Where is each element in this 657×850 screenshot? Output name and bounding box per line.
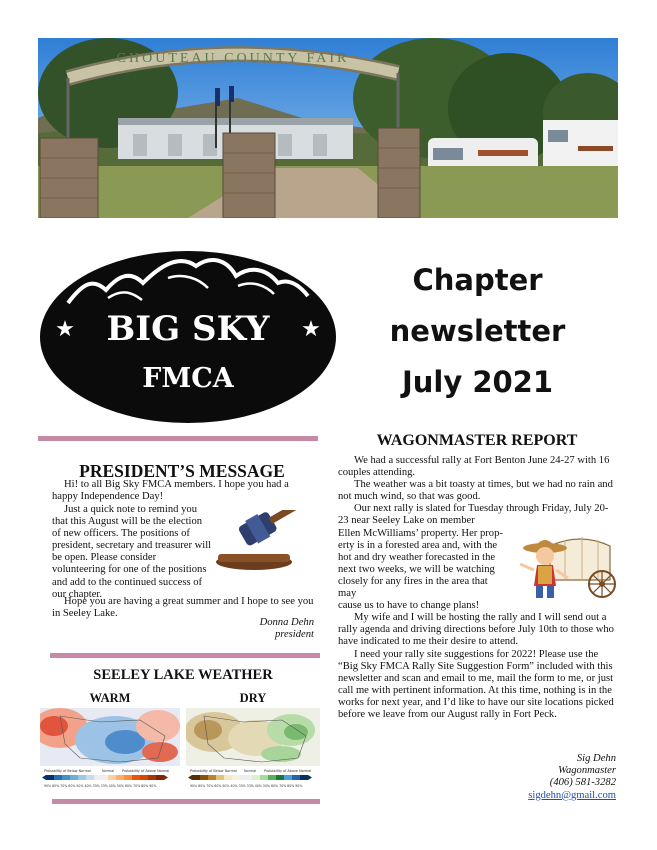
divider bbox=[50, 653, 320, 658]
paragraph: Hi! to all Big Sky FMCA members. I hope you had a happy Independence Day! bbox=[52, 479, 289, 503]
paragraph: We had a successful rally at Fort Benton June 24-27 with 16 couples attending. bbox=[338, 455, 610, 479]
star-icon: ★ bbox=[301, 317, 321, 342]
paragraph-wrapped-line: cause us to have to change plans! bbox=[338, 600, 480, 612]
divider bbox=[38, 436, 318, 441]
seeley-lake-weather-heading: SEELEY LAKE WEATHER bbox=[93, 667, 273, 683]
presidents-message-paragraph bbox=[52, 504, 212, 601]
arch-sign-text: CHOUTEAU COUNTY FAIR bbox=[116, 51, 350, 66]
legend-below: Probability of Below Normal bbox=[190, 769, 237, 773]
legend-normal: Normal bbox=[244, 769, 257, 773]
cowboy-wagon-icon bbox=[510, 534, 616, 600]
warm-label: WARM bbox=[89, 691, 131, 705]
star-icon: ★ bbox=[55, 317, 75, 342]
paragraph-wrapped-line: next two weeks, we will be watching bbox=[338, 563, 495, 575]
header-photo bbox=[38, 38, 618, 218]
legend-above: Probability of Above Normal bbox=[122, 769, 170, 773]
signature-name: Sig Dehn bbox=[576, 753, 616, 764]
signature-phone: (406) 581-3282 bbox=[549, 777, 616, 789]
paragraph: Hope you are having a great summer and I hope to see you in Seeley Lake. bbox=[52, 596, 314, 620]
legend-ticks: 90% 80% 70% 60% 50% 40% 33% 33% 40% 50% 60% 70% 80% 90% bbox=[44, 784, 157, 788]
presidents-message-paragraph bbox=[52, 479, 314, 503]
title-line-1: Chapter bbox=[412, 263, 543, 297]
legend-normal: Normal bbox=[102, 769, 115, 773]
paragraph: Our next rally is slated for Tuesday through Friday, July 20-23 near Seeley Lake on member bbox=[338, 503, 609, 527]
temperature-outlook-map bbox=[40, 708, 180, 792]
logo-line1: BIG SKY bbox=[106, 309, 270, 349]
president-signature bbox=[190, 617, 314, 641]
divider bbox=[52, 799, 320, 804]
gavel-icon bbox=[214, 510, 318, 574]
paragraph-wrapped-line: hot and dry weather forecasted in the bbox=[338, 551, 496, 563]
legend-above: Probability of Above Normal bbox=[264, 769, 312, 773]
paragraph: The weather was a bit toasty at times, but we had no rain and not much wind, so that was good. bbox=[338, 479, 613, 503]
paragraph-wrapped-line: Ellen McWilliams’ property. Her prop- bbox=[338, 527, 503, 539]
paragraph: Just a quick note to remind you that this August will be the election of new officers. The positions of president, secretary and treasurer will be open. Please consider volunteering for one of the positions and add to the continued success of our chapter. bbox=[52, 504, 212, 600]
wagonmaster-report-heading: WAGONMASTER REPORT bbox=[376, 432, 578, 449]
big-sky-fmca-logo bbox=[38, 248, 338, 426]
wagonmaster-signature bbox=[470, 753, 616, 802]
dry-label: DRY bbox=[239, 691, 267, 705]
newsletter-title bbox=[365, 255, 590, 408]
legend-ticks: 90% 80% 70% 60% 50% 40% 33% 33% 40% 50% 60% 70% 80% 90% bbox=[190, 784, 303, 788]
title-line-2: newsletter bbox=[389, 314, 566, 348]
paragraph: I need your rally site suggestions for 2022! Please use the “Big Sky FMCA Rally Site Suggestion Form” included with this newsletter and scan and email to me, mail the form to me, or just call me with pertinent information. At this time, nothing is in the works for next year, and I’d like to have our site locations picked before we leave from our August rally in Fort Peck. bbox=[338, 648, 614, 720]
paragraph-wrapped-line: erty is in a forested area and, with the bbox=[338, 539, 498, 551]
paragraph-wrapped-line: closely for any fires in the area that may bbox=[338, 575, 488, 600]
signature-title: president bbox=[274, 629, 314, 640]
legend-below: Probability of Below Normal bbox=[44, 769, 91, 773]
email-link[interactable]: sigdehn@gmail.com bbox=[528, 789, 616, 801]
signature-name: Donna Dehn bbox=[259, 617, 314, 628]
logo-line2: FMCA bbox=[142, 363, 234, 394]
paragraph: My wife and I will be hosting the rally and I will send out a rally agenda and driving directions before July 10th to those who have indicated to me their desire to attend. bbox=[338, 612, 614, 648]
signature-title: Wagonmaster bbox=[558, 765, 616, 777]
precipitation-outlook-map bbox=[186, 708, 320, 792]
title-line-3: July 2021 bbox=[401, 365, 554, 399]
presidents-message-heading: PRESIDENT’S MESSAGE bbox=[79, 461, 285, 481]
